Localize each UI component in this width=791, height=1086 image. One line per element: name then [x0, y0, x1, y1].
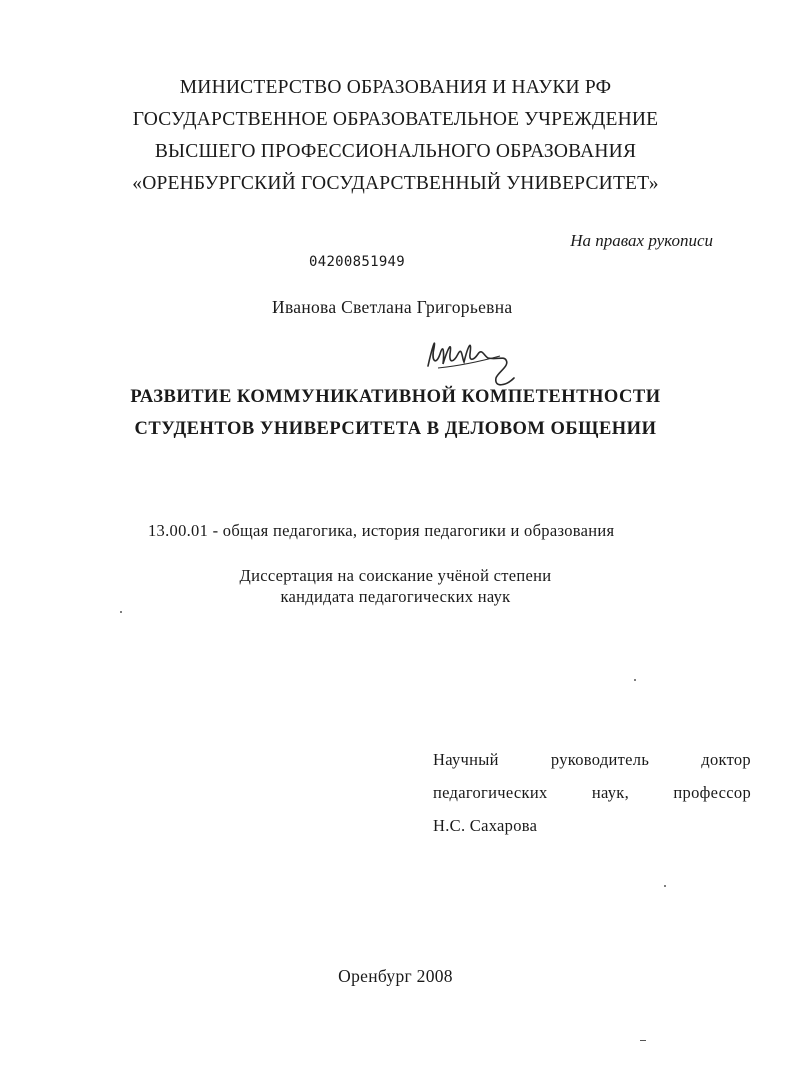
specialty-code: 13.00.01 - общая педагогика, история педагогики и образования [148, 521, 615, 540]
supervisor-word: наук, [591, 783, 630, 802]
institution-line-2: ГОСУДАРСТВЕННОЕ ОБРАЗОВАТЕЛЬНОЕ УЧРЕЖДЕНИЕ [132, 109, 659, 130]
dissertation-title [0, 381, 791, 445]
title-line-1: РАЗВИТИЕ КОММУНИКАТИВНОЙ КОМПЕТЕНТНОСТИ [130, 387, 661, 407]
title-line-2: СТУДЕНТОВ УНИВЕРСИТЕТА В ДЕЛОВОМ ОБЩЕНИИ [134, 419, 657, 439]
supervisor-word: Научный [433, 750, 499, 769]
scan-speck [120, 611, 122, 613]
scan-speck [664, 885, 666, 887]
supervisor-word: педагогических [433, 783, 548, 802]
supervisor-word: доктор [701, 750, 751, 769]
degree-statement [0, 565, 791, 607]
catalog-code: 04200851949 [309, 254, 406, 270]
supervisor-word: руководитель [550, 750, 650, 769]
supervisor-line-2 [433, 776, 751, 809]
institution-line-3: ВЫСШЕГО ПРОФЕССИОНАЛЬНОГО ОБРАЗОВАНИЯ [154, 141, 637, 162]
institution-line-1: МИНИСТЕРСТВО ОБРАЗОВАНИЯ И НАУКИ РФ [179, 77, 612, 98]
city-year: Оренбург 2008 [338, 966, 453, 986]
institution-line-4: «ОРЕНБУРГСКИЙ ГОСУДАРСТВЕННЫЙ УНИВЕРСИТЕТ» [132, 173, 659, 194]
supervisor-name: Н.С. Сахарова [433, 816, 538, 835]
degree-line-1: Диссертация на соискание учёной степени [239, 566, 552, 585]
supervisor-block [433, 743, 751, 842]
supervisor-word: профессор [673, 783, 751, 802]
scan-speck [640, 1040, 646, 1041]
scan-speck [634, 679, 636, 681]
manuscript-note: На правах рукописи [570, 231, 713, 250]
degree-line-2: кандидата педагогических наук [280, 587, 511, 606]
author-name: Иванова Светлана Григорьевна [272, 297, 513, 317]
supervisor-line-1 [433, 743, 751, 776]
institution-block [0, 72, 791, 200]
